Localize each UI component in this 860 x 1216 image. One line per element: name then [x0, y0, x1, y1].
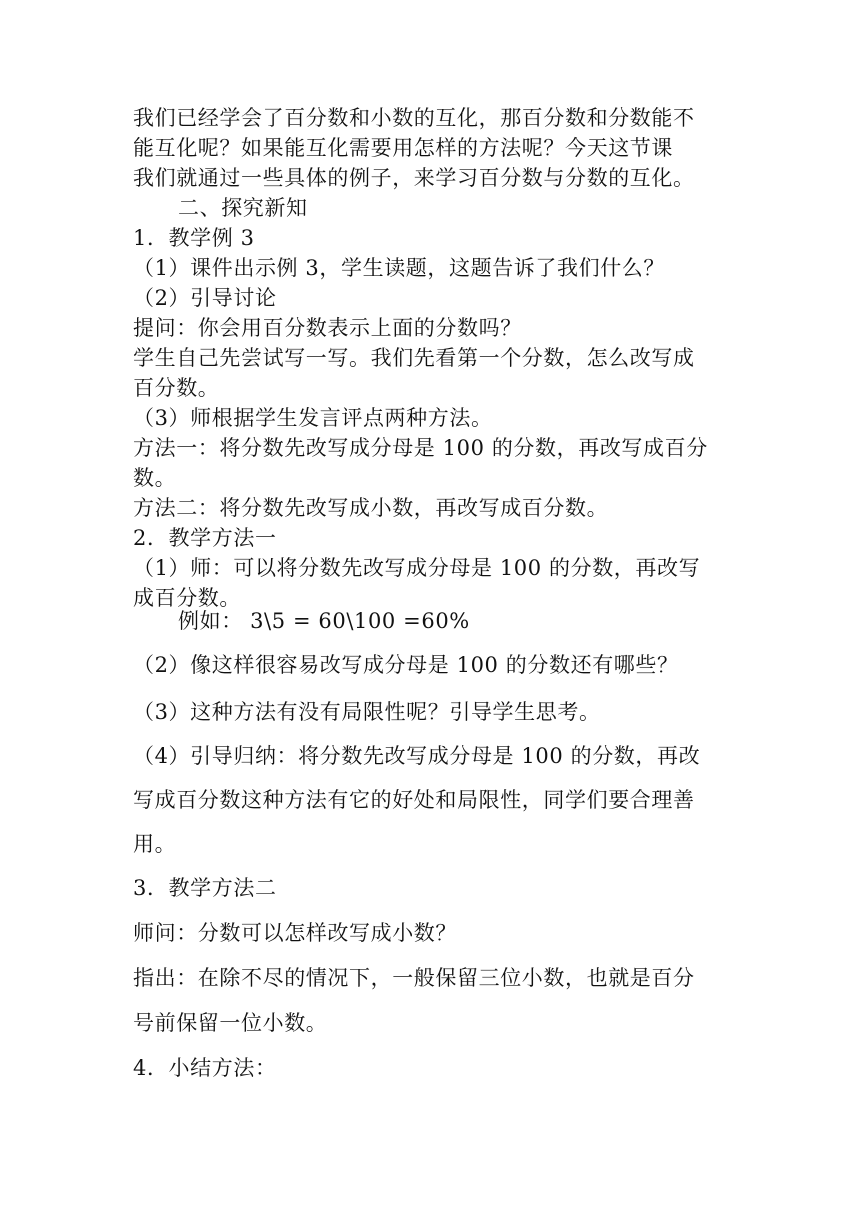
paragraph-line: 师问：分数可以怎样改写成小数？	[133, 921, 457, 945]
paragraph-line: 写成百分数这种方法有它的好处和局限性，同学们要合理善	[133, 788, 695, 812]
paragraph-line: 指出：在除不尽的情况下，一般保留三位小数，也就是百分	[133, 966, 695, 990]
paragraph-line: 方法一：将分数先改写成分母是 100 的分数，再改写成百分	[133, 436, 708, 460]
paragraph-line: 成百分数。	[133, 586, 241, 610]
paragraph-line: （1）课件出示例 3，学生读题，这题告诉了我们什么？	[133, 256, 665, 280]
paragraph-line: （1）师：可以将分数先改写成分母是 100 的分数，再改写	[133, 556, 701, 580]
paragraph-line: （3）师根据学生发言评点两种方法。	[133, 406, 493, 430]
paragraph-line: 号前保留一位小数。	[133, 1011, 328, 1035]
paragraph-line: （2）引导讨论	[133, 286, 277, 310]
subheading: 4．小结方法：	[133, 1056, 277, 1080]
paragraph-line: 方法二：将分数先改写成小数，再改写成百分数。	[133, 496, 609, 520]
paragraph-line: 能互化呢？如果能互化需要用怎样的方法呢？今天这节课	[133, 136, 673, 160]
subheading: 2．教学方法一	[133, 526, 277, 550]
paragraph-line: 学生自己先尝试写一写。我们先看第一个分数，怎么改写成	[133, 346, 695, 370]
paragraph-line: 百分数。	[133, 376, 220, 400]
paragraph-line: （4）引导归纳：将分数先改写成分母是 100 的分数，再改	[133, 744, 701, 768]
paragraph-line: 我们就通过一些具体的例子，来学习百分数与分数的互化。	[133, 166, 695, 190]
paragraph-line: 我们已经学会了百分数和小数的互化，那百分数和分数能不	[133, 106, 695, 130]
section-heading: 二、探究新知	[178, 196, 308, 220]
paragraph-line: （2）像这样很容易改写成分母是 100 的分数还有哪些？	[133, 653, 679, 677]
subheading: 3．教学方法二	[133, 876, 277, 900]
paragraph-line: 数。	[133, 466, 177, 490]
subheading: 1．教学例 3	[133, 226, 255, 250]
example-formula: 例如： 3\5 = 60\100 =60%	[178, 609, 470, 633]
paragraph-line: 用。	[133, 832, 177, 856]
paragraph-line: 提问：你会用百分数表示上面的分数吗？	[133, 316, 522, 340]
paragraph-line: （3）这种方法有没有局限性呢？引导学生思考。	[133, 700, 601, 724]
